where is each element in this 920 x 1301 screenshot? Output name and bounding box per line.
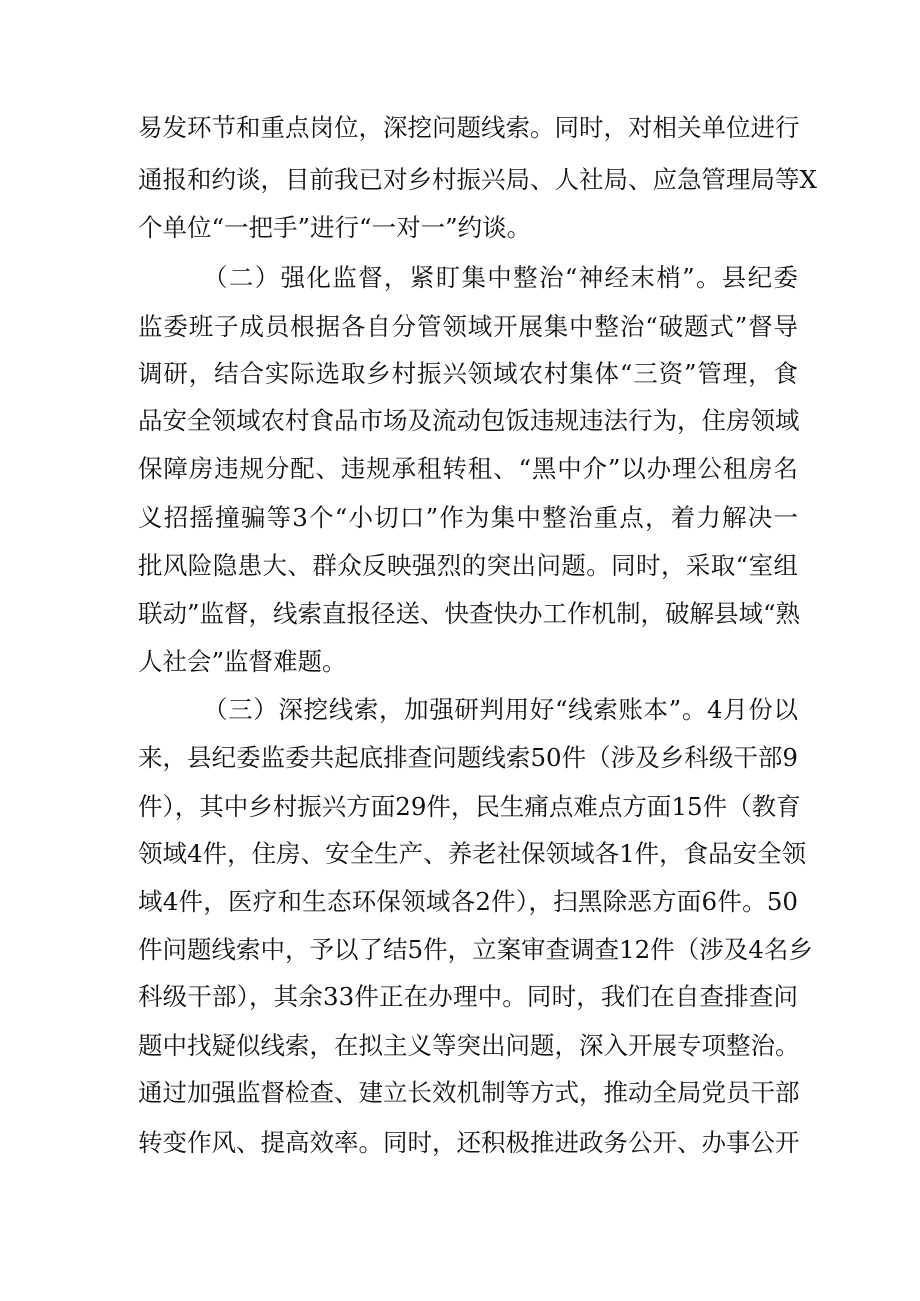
text-line: 转变作风、提高效率。同时，还积极推进政务公开、办事公开 — [138, 1128, 800, 1157]
text-line: 联动”监督，线索直报径送、快查快办工作机制，破解县域“熟 — [138, 599, 801, 628]
text-line: 领域4件，住房、安全生产、养老社保领域各1件，食品安全领 — [138, 839, 807, 868]
text-line: 来，县纪委监委共起底排查问题线索50件（涉及乡科级干部9 — [138, 743, 798, 772]
text-line: 题中找疑似线索，在拟主义等突出问题，深入开展专项整治。 — [138, 1031, 800, 1060]
text-line: 调研，结合实际选取乡村振兴领域农村集体“三资”管理，食 — [138, 359, 798, 388]
text-line: 品安全领域农村食品市场及流动包饭违规违法行为，住房领域 — [138, 406, 800, 435]
text-line: 保障房违规分配、违规承租转租、“黑中介”以办理公租房名 — [138, 454, 798, 483]
text-line: 个单位“一把手”进行“一对一”约谈。 — [138, 213, 532, 242]
section-heading-line: （二）强化监督，紧盯集中整治“神经末梢”。县纪委 — [203, 263, 798, 292]
section-heading-line: （三）深挖线索，加强研判用好“线索账本”。4月份以 — [203, 695, 798, 724]
text-line: 批风险隐患大、群众反映强烈的突出问题。同时，采取“室组 — [138, 551, 798, 580]
text-line: 义招摇撞骗等3个“小切口”作为集中整治重点，着力解决一 — [138, 503, 798, 532]
text-line: 通报和约谈，目前我已对乡村振兴局、人社局、应急管理局等X — [138, 165, 817, 194]
text-line: 通过加强监督检查、建立长效机制等方式，推动全局党员干部 — [138, 1078, 800, 1107]
text-line: 科级干部），其余33件正在办理中。同时，我们在自查排查问 — [138, 982, 798, 1011]
text-line: 件），其中乡村振兴方面29件，民生痛点难点方面15件（教育 — [138, 792, 801, 821]
text-line: 件问题线索中，予以了结5件，立案审查调查12件（涉及4名乡 — [138, 935, 813, 964]
text-line: 监委班子成员根据各自分管领域开展集中整治“破题式”督导 — [138, 312, 798, 341]
text-line: 易发环节和重点岗位，深挖问题线索。同时，对相关单位进行 — [138, 113, 800, 142]
text-line: 域4件，医疗和生态环保领域各2件），扫黑除恶方面6件。50 — [138, 887, 798, 916]
text-line: 人社会”监督难题。 — [138, 647, 347, 676]
